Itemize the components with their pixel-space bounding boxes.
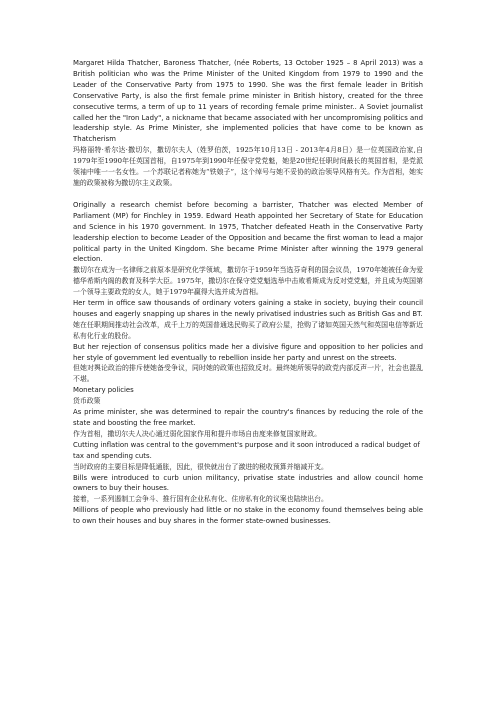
paragraph-thatcher-bio-zh: 玛格丽特·希尔达·撒切尔，撒切尔夫人（姓罗伯茨，1925年10月13日 - 2013年4月8日）是一位英国政治家,自1979年至1990年任英国首相，自1975年到1990年任保守党党魁，她是20世纪任职时间最长的英国首相，是党派领袖中唯一一名女性。一个苏联记者称她为“铁娘子”，这个绰号与她不妥协的政治领导风格有关。作为首相，她实施的政策被称为撒切尔主义政策。: [73, 146, 423, 187]
paragraph-finances-zh: 作为首相，撒切尔夫人决心通过弱化国家作用和提升市场自由度来修复国家财政。: [73, 429, 322, 438]
paragraph-rejection-en: But her rejection of consensus politics made her a divisive figure and opposition to her policies and her style of government led eventually to rebellion inside her party and unrest on the streets.: [73, 342, 423, 362]
paragraph-finances-en: As prime minister, she was determined to repair the country's finances by reducing the role of the state and boosting the free market.: [73, 408, 423, 427]
paragraph-thatcher-bio-en: Margaret Hilda Thatcher, Baroness Thatcher, (née Roberts, 13 October 1925 – 8 April 2013) was a British politician who was the Prime Minister of the United Kingdom from 1979 to 1990 and the Leader of the Conservative Party from 1975 to 1990. She was the first female leader in British Conservative Party, is also the first female prime minister in British history, created for the three consecutive terms, a term of up to 11 years of recording female prime minister.. A Soviet journalist called her the "Iron Lady", a nickname that became associated with her uncompromising politics and leadership style. As Prime Minister, she implemented policies that have come to be known as Thatcherism: [73, 59, 423, 144]
document-page: [73, 58, 423, 527]
paragraph-bills-en: Bills were introduced to curb union militancy, privatise state industries and allow council home owners to buy their houses.: [73, 473, 423, 493]
section-heading-en: Monetary policies: [73, 386, 134, 395]
paragraph-rejection-zh: 但她对舆论政治的排斥使她备受争议，同时她的政策也招致反对。最终她所领导的政党内部反声一片，社会也混乱不堪。: [73, 364, 423, 384]
paragraph-inflation-zh: 当时政府的主要目标是降低通胀，因此，很快就出台了激进的税收预算并缩减开支。: [73, 462, 328, 471]
section-heading-zh: 货币政策: [73, 397, 101, 406]
paragraph-term-en: Her term in office saw thousands of ordinary voters gaining a stake in society, buying their council houses and eagerly snapping up shares in the newly privatised industries such as British Gas and BT.: [73, 299, 423, 318]
paragraph-early-career-zh: 撒切尔在成为一名律师之前原本是研究化学领域，撒切尔于1959年当选芬奇利的国会议员，1970年她被任命为爱德华希斯内阁的教育及科学大臣。1975年，撒切尔在保守党党魁选举中击败希斯成为反对党党魁，并且成为英国第一个领导主要政党的女人，她于1979年赢得大选并成为首相。: [73, 266, 423, 297]
paragraph-millions-en: Millions of people who previously had little or no stake in the economy found themselves being able to own their houses and buy shares in the former state-owned businesses.: [73, 506, 423, 526]
paragraph-inflation-en: Cutting inflation was central to the government's purpose and it soon introduced a radical budget of tax and spending cuts.: [73, 440, 420, 460]
paragraph-term-zh: 她在任职期间推动社会改革，成千上万的英国普通选民购买了政府公屋，抢购了诸如英国天然气和英国电信等新近私有化行业的股份。: [73, 320, 423, 340]
paragraph-bills-zh: 接着，一系列遏制工会争斗、推行国有企业私有化、住房私有化的议案也陆续出台。: [73, 495, 328, 504]
paragraph-early-career-en: Originally a research chemist before becoming a barrister, Thatcher was elected Member of Parliament (MP) for Finchley in 1959. Edward Heath appointed her Secretary of State for Education and Science in his 1970 government. In 1975, Thatcher defeated Heath in the Conservative Party leadership election to become Leader of the Opposition and became the first woman to lead a major political party in the United Kingdom. She became Prime Minister after winning the 1979 general election.: [73, 200, 423, 264]
